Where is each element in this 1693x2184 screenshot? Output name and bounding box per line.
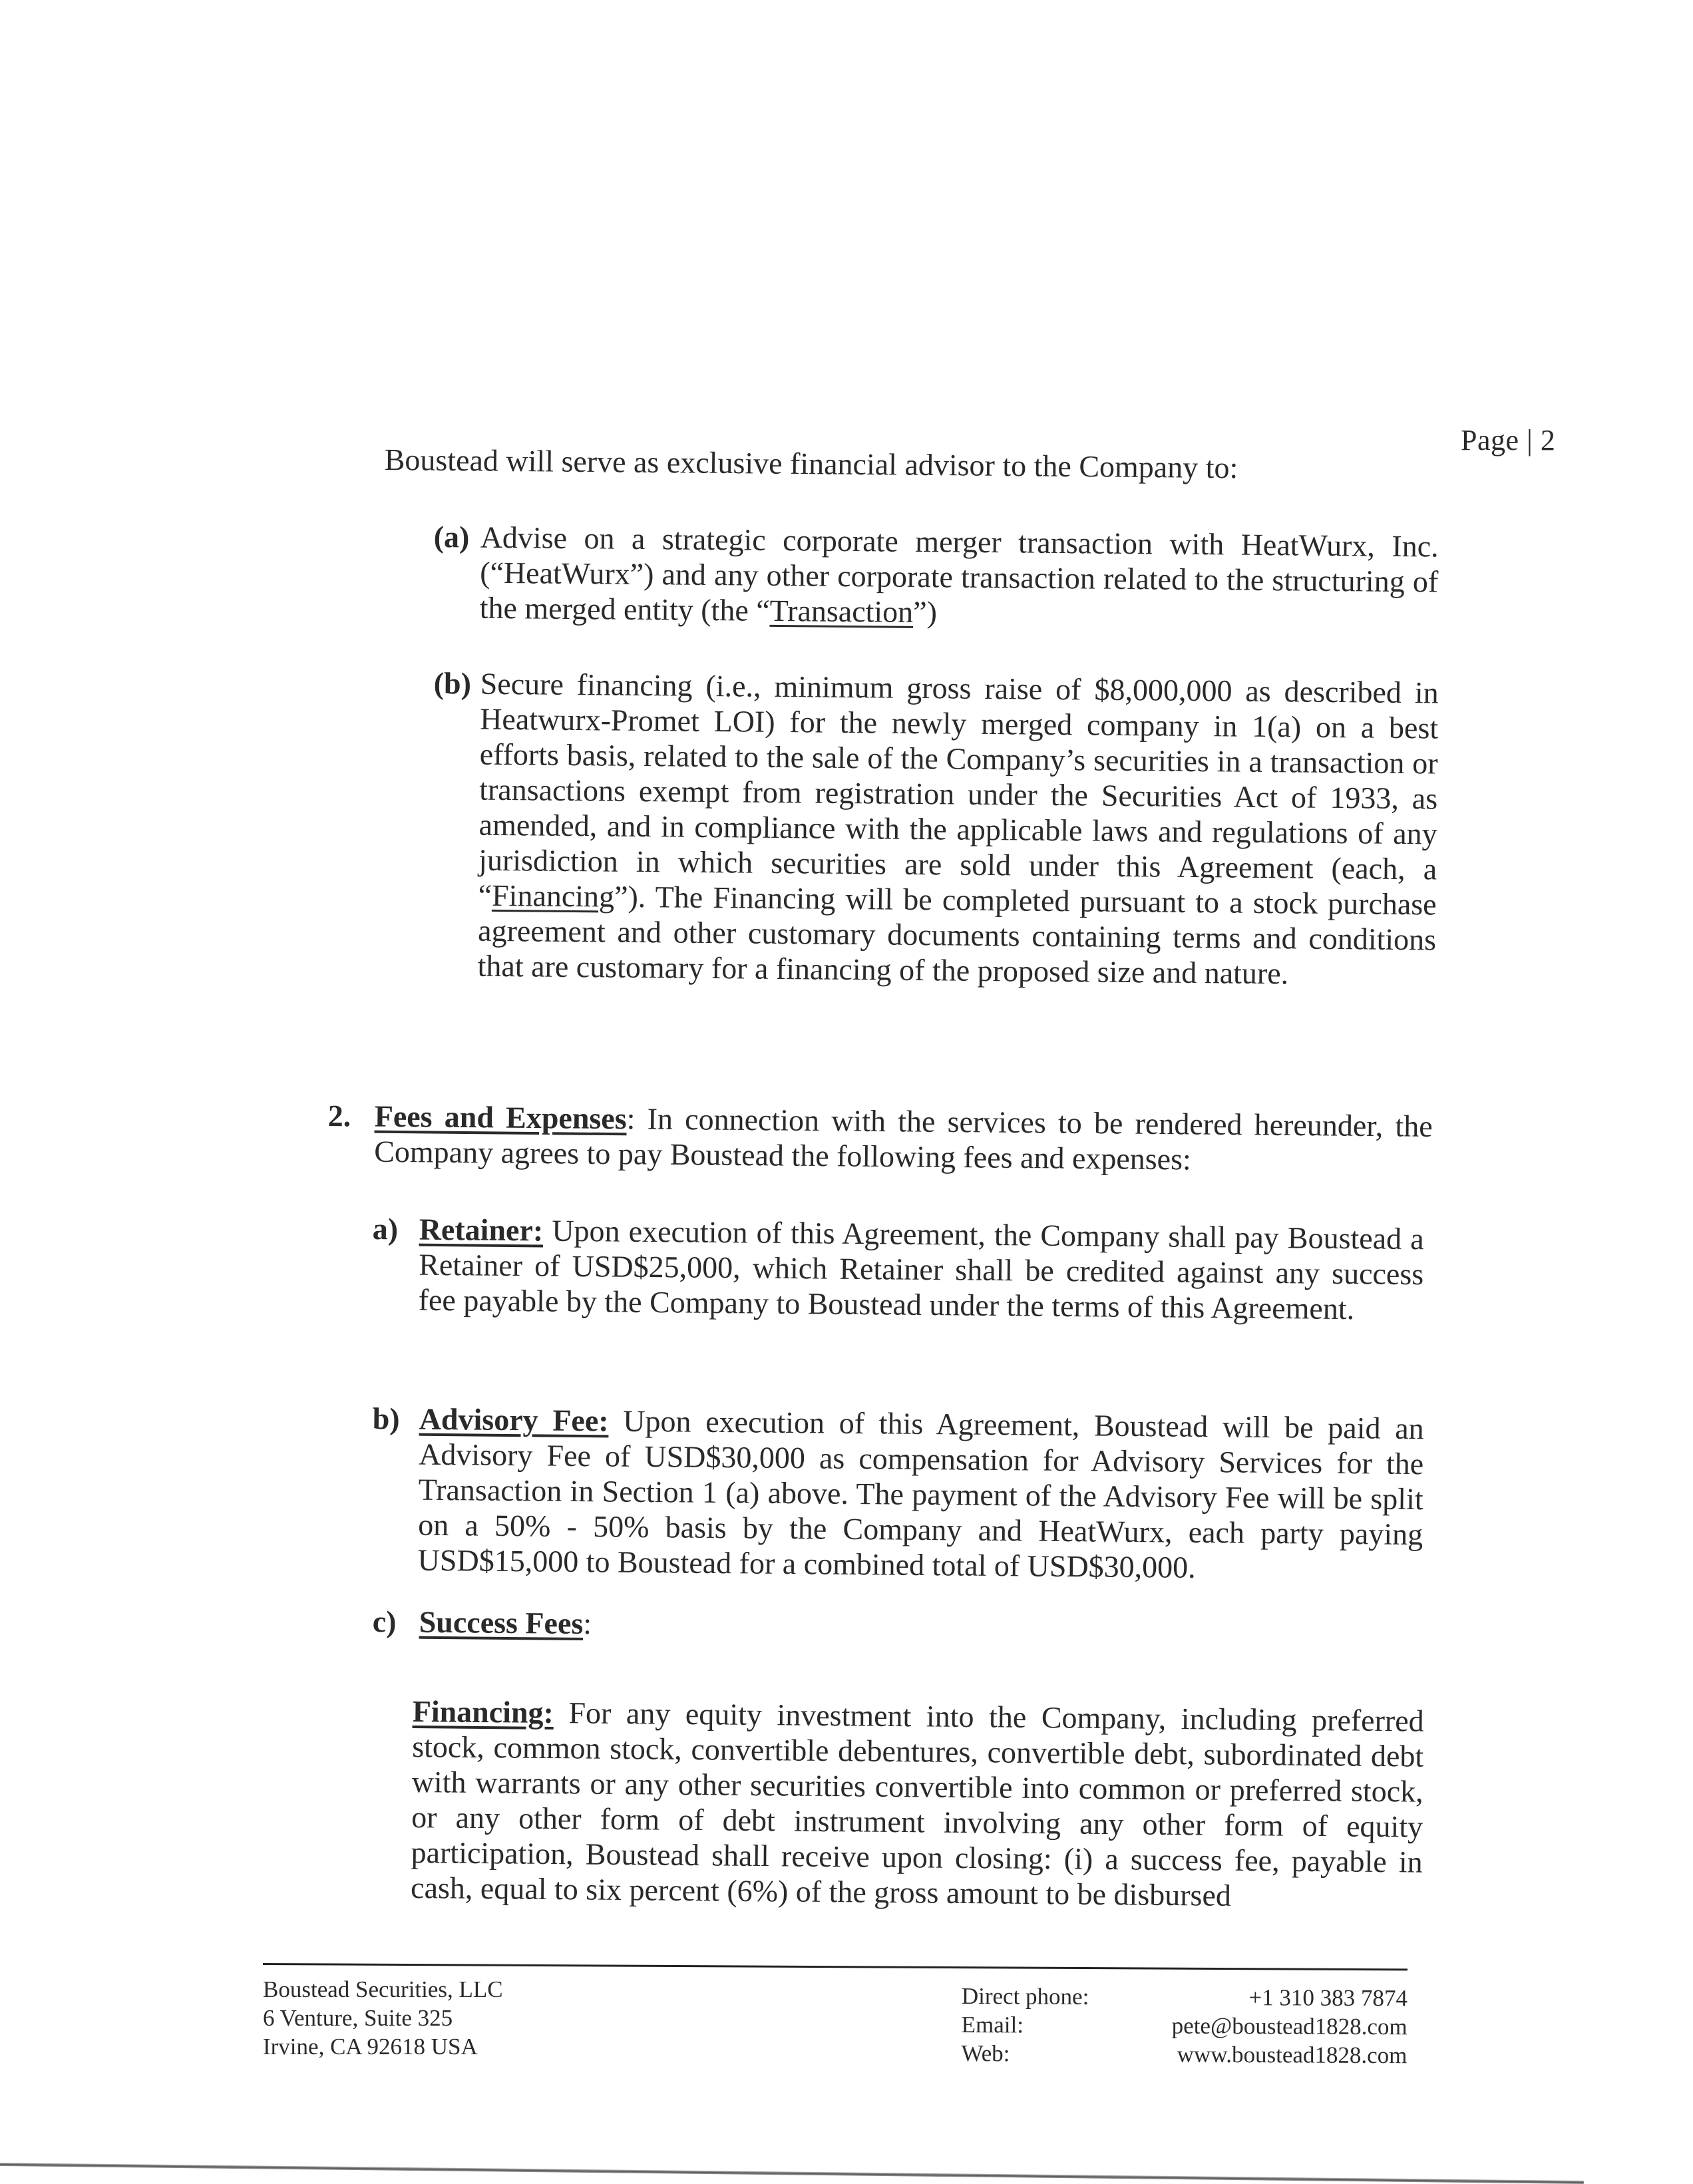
financing-heading: Financing: (412, 1694, 554, 1730)
fee-text (417, 1401, 1423, 1587)
section-heading: Fees and Expenses (374, 1099, 627, 1136)
section-text (374, 1099, 1433, 1179)
fee-item-advisory-fee (371, 1401, 1423, 1587)
section-2-fees-and-expenses (327, 1098, 1433, 1179)
contact-label: Direct phone: (961, 1983, 1089, 2010)
fee-text (419, 1604, 771, 1643)
fee-body: Upon execution of this Agreement, Boustead will be paid an Advisory Fee of USD$30,000 as compensation for Advisory Services for the Transaction in Section 1 (a) above. The payment of the Advisory Fee will be split on a 50% - 50% basis by the Company and HeatWurx, each party paying USD$15,000 to Boustead for a combined total of USD$30,000. (417, 1403, 1424, 1584)
item-text-part: Advise on a strategic corporate merger transaction with HeatWurx, Inc. (“HeatWurx”) and any other corporate transaction related to the structuring of the merged entity (the “ (479, 520, 1439, 628)
footer-address-line1: 6 Venture, Suite 325 (263, 2005, 453, 2031)
section-body: : In connection with the services to be rendered hereunder, the Company agrees to pay Boustead the following fees and expenses: (373, 1101, 1433, 1177)
section-number: 2. (327, 1099, 351, 1133)
scope-item-b (431, 665, 1439, 992)
item-text (477, 666, 1439, 993)
fee-heading: Advisory Fee: (419, 1401, 609, 1438)
contact-web (961, 2039, 1407, 2070)
contact-value: www.boustead1828.com (1177, 2041, 1408, 2069)
fee-item-retainer (371, 1211, 1423, 1327)
financing-body: For any equity investment into the Company, including preferred stock, common stock, convertible debentures, convertible debt, subordinated debt with warrants or any other securities convertible into common or preferred stock, or any other form of debt instrument involving any other form of equity participation, Boustead shall receive upon closing: (i) a success fee, payable in cash, equal to six percent (6%) of the gross amount to be disbursed (410, 1696, 1424, 1912)
item-text-part: Secure financing (i.e., minimum gross raise of $8,000,000 as described in Heatwurx-Promet LOI) for the newly merged company in 1(a) on a best efforts basis, related to the sale of the Company’s securities in a transaction or transactions exempt from registration under the Securities Act of 1933, as amended, and in compliance with the applicable laws and regulations of any jurisdiction in which securities are sold under this Agreement (each, a “ (478, 666, 1439, 912)
contact-value: pete@boustead1828.com (1171, 2012, 1408, 2040)
item-marker: (b) (433, 665, 472, 701)
fee-marker: c) (372, 1604, 397, 1639)
item-text-part: ”) (912, 594, 938, 630)
contact-phone (962, 1982, 1408, 2012)
footer-address (263, 1975, 503, 2061)
page-number: Page | 2 (1461, 424, 1556, 456)
fee-heading: Success Fees (419, 1604, 584, 1641)
item-text (479, 520, 1438, 635)
intro-sentence: Boustead will serve as exclusive financial advisor to the Company to: (384, 442, 1238, 485)
defined-term-transaction: Transaction (769, 593, 914, 629)
item-text-part: ”). The Financing will be completed pursuant to a stock purchase agreement and other customary documents containing terms and conditions that are customary for a financing of the proposed size and nature. (477, 879, 1437, 991)
contact-email (962, 2010, 1408, 2041)
fee-marker: a) (372, 1212, 399, 1246)
footer-contacts (961, 1982, 1408, 2070)
fee-text (418, 1212, 1423, 1327)
fee-body: Upon execution of this Agreement, the Company shall pay Boustead a Retainer of USD$25,000, which Retainer shall be credited against any success fee payable by the Company to Boustead under the terms of this Agreement. (418, 1213, 1424, 1326)
footer-company: Boustead Securities, LLC (263, 1976, 503, 2002)
contact-label: Web: (961, 2040, 1010, 2067)
contact-label: Email: (961, 2011, 1024, 2038)
item-marker: (a) (433, 519, 470, 554)
scan-page-edge (0, 2163, 1584, 2184)
fee-marker: b) (372, 1401, 400, 1436)
fee-heading: Retainer: (419, 1212, 544, 1248)
defined-term-financing: Financing (491, 878, 615, 914)
footer-divider (263, 1963, 1408, 1970)
footer-address-line2: Irvine, CA 92618 USA (263, 2034, 478, 2060)
fee-item-success-fees (372, 1604, 771, 1643)
scope-item-a (433, 519, 1438, 634)
fee-body: : (583, 1606, 592, 1641)
financing-success-fee-paragraph (411, 1694, 1424, 1915)
contact-value: +1 310 383 7874 (1248, 1984, 1408, 2012)
